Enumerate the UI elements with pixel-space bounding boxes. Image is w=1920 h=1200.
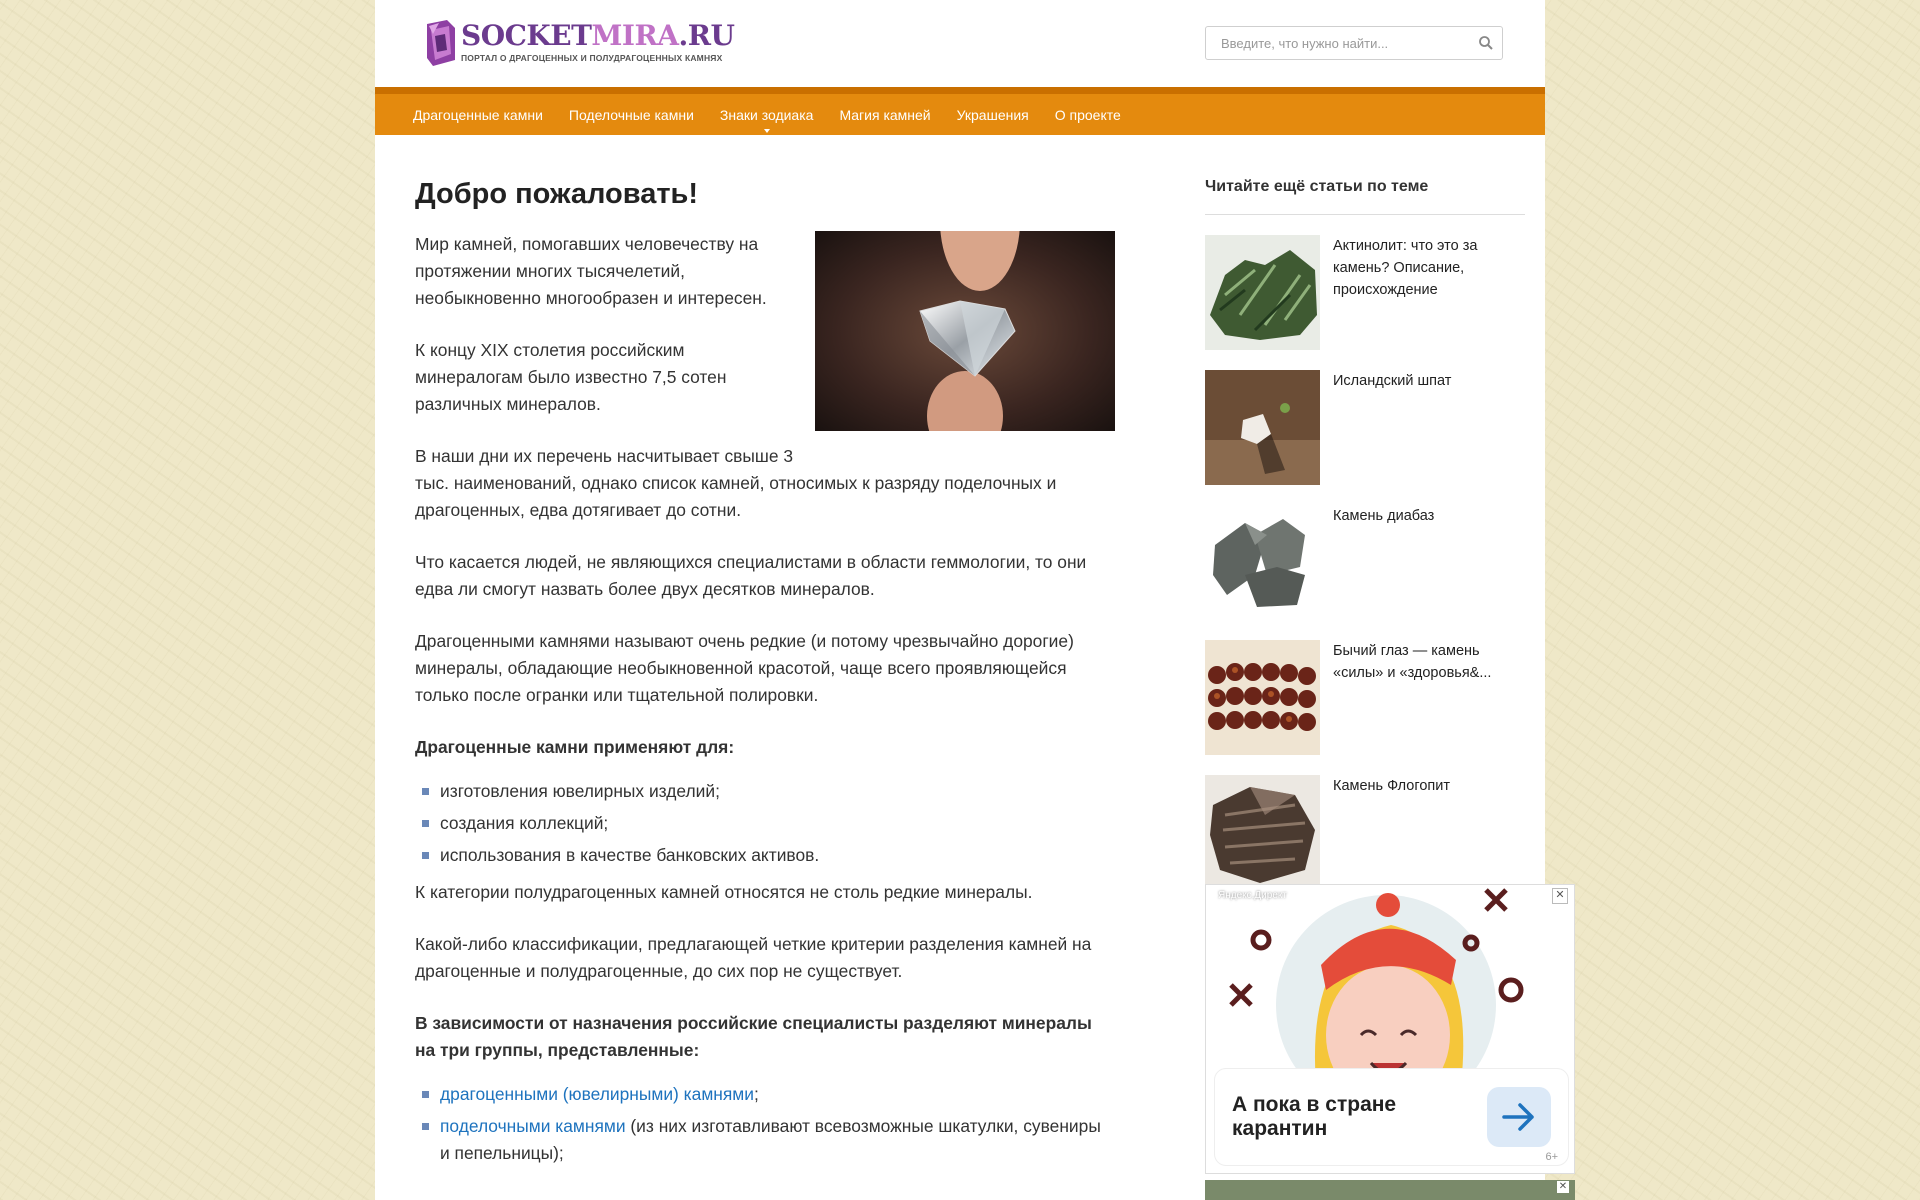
second-ad-banner[interactable] bbox=[1205, 1180, 1575, 1200]
ad-text: А пока в стране карантин bbox=[1232, 1093, 1397, 1140]
site-header bbox=[375, 0, 1545, 87]
precious-stones-link[interactable]: драгоценными (ювелирными) камнями bbox=[440, 1084, 754, 1104]
sidebar-heading: Читайте ещё статьи по теме bbox=[1205, 178, 1525, 215]
logo-subtitle: ПОРТАЛ О ДРАГОЦЕННЫХ И ПОЛУДРАГОЦЕННЫХ КАМНЯХ bbox=[461, 53, 723, 63]
nav-item-precious-stones[interactable]: Драгоценные камни bbox=[413, 106, 543, 123]
paragraph: В наши дни их перечень насчитывает свыше 3 тыс. наименований, однако список камней, относимых к разряду поделочных и драгоценных, едва дотягивает до сотни. bbox=[415, 446, 1057, 520]
list-item: использования в качестве банковских активов. bbox=[415, 842, 1115, 869]
page-title: Добро пожаловать! bbox=[415, 178, 699, 210]
ad-age-rating: 6+ bbox=[1545, 1151, 1558, 1163]
related-article[interactable] bbox=[1205, 505, 1525, 620]
paragraph: Какой-либо классификации, предлагающей четкие критерии разделения камней на драгоценные и полудрагоценные, до сих пор не существует. bbox=[415, 934, 1092, 981]
paragraph: Драгоценными камнями называют очень редкие (и потому чрезвычайно дорогие) минералы, обладающие необыкновенной красотой, чаще всего проявляющейся только после огранки или тщательной полировки. bbox=[415, 631, 1074, 705]
logo-title-part1: SOCKET bbox=[461, 19, 592, 52]
nav-item-stone-magic[interactable]: Магия камней bbox=[839, 106, 931, 123]
related-article-title[interactable]: Камень Флогопит bbox=[1333, 778, 1450, 794]
list-item-tail: (из них изготавливают всевозможные шкатулки, сувениры и пепельницы); bbox=[440, 1116, 1101, 1163]
related-article-title[interactable]: Актинолит: что это за камень? Описание, происхождение bbox=[1333, 238, 1478, 298]
related-article-title[interactable]: Камень диабаз bbox=[1333, 508, 1435, 524]
uses-heading-text: Драгоценные камни применяют для: bbox=[415, 737, 735, 757]
nav-item-zodiac[interactable]: Знаки зодиака bbox=[719, 106, 814, 123]
paragraph: Мир камней, помогавших человечеству на протяжении многих тысячелетий, необыкновенно многообразен и интересен. bbox=[415, 234, 767, 308]
arrow-right-icon bbox=[1502, 1103, 1536, 1131]
site-logo[interactable] bbox=[425, 20, 734, 68]
logo-title bbox=[461, 20, 734, 52]
ad-label: Яндекс.Директ bbox=[1218, 890, 1287, 901]
nav-item-jewelry[interactable]: Украшения bbox=[956, 106, 1029, 123]
list-item bbox=[415, 1113, 1115, 1167]
logo-title-part2: MIRA bbox=[591, 19, 679, 52]
ad-close-icon[interactable]: ✕ bbox=[1558, 1181, 1568, 1192]
ad-arrow-button[interactable] bbox=[1487, 1087, 1551, 1147]
article-content bbox=[415, 178, 1115, 1177]
logo-gem-icon bbox=[425, 20, 457, 64]
related-article[interactable] bbox=[1205, 640, 1525, 755]
ornamental-stones-link[interactable]: поделочными камнями bbox=[440, 1116, 626, 1136]
paragraph: К концу XIX столетия российским минералогам было известно 7,5 сотен различных минералов. bbox=[415, 340, 727, 414]
related-article[interactable] bbox=[1205, 235, 1525, 350]
uses-heading bbox=[415, 734, 1115, 761]
search-input[interactable] bbox=[1206, 27, 1471, 59]
nav-item-ornamental-stones[interactable]: Поделочные камни bbox=[568, 106, 694, 123]
actinolite-thumbnail[interactable] bbox=[1205, 235, 1320, 350]
search-icon[interactable] bbox=[1478, 35, 1494, 51]
sidebar bbox=[1205, 178, 1525, 890]
list-item-tail: ; bbox=[753, 1084, 759, 1104]
ad-card[interactable] bbox=[1214, 1068, 1569, 1166]
related-article[interactable] bbox=[1205, 370, 1525, 485]
uses-list bbox=[415, 778, 1115, 869]
phlogopite-thumbnail[interactable] bbox=[1205, 775, 1320, 890]
iceland-spar-thumbnail[interactable] bbox=[1205, 370, 1320, 485]
related-article-title[interactable]: Бычий глаз — камень «силы» и «здоровья&... bbox=[1333, 643, 1492, 681]
logo-title-part3: .RU bbox=[678, 19, 735, 52]
list-item bbox=[415, 1081, 1115, 1108]
groups-heading-text: В зависимости от назначения российские специалисты разделяют минералы на три группы, представленные: bbox=[415, 1013, 1092, 1060]
groups-list bbox=[415, 1081, 1115, 1167]
list-item: создания коллекций; bbox=[415, 810, 1115, 837]
related-article[interactable] bbox=[1205, 775, 1525, 890]
groups-heading bbox=[415, 1010, 1115, 1064]
ad-close-icon[interactable]: ✕ bbox=[1552, 888, 1568, 904]
main-nav bbox=[375, 87, 1545, 135]
related-article-title[interactable]: Исландский шпат bbox=[1333, 373, 1452, 389]
ad-banner[interactable] bbox=[1205, 884, 1575, 1174]
tigers-eye-bracelet-thumbnail[interactable] bbox=[1205, 640, 1320, 755]
list-item: изготовления ювелирных изделий; bbox=[415, 778, 1115, 805]
diamond-image bbox=[815, 231, 1115, 431]
paragraph: Что касается людей, не являющихся специалистами в области геммологии, то они едва ли смогут назвать более двух десятков минералов. bbox=[415, 552, 1087, 599]
paragraph: К категории полудрагоценных камней относятся не столь редкие минералы. bbox=[415, 882, 1033, 902]
page bbox=[375, 0, 1568, 1200]
diabase-thumbnail[interactable] bbox=[1205, 505, 1320, 620]
search-box bbox=[1205, 26, 1503, 60]
nav-item-about[interactable]: О проекте bbox=[1054, 106, 1121, 123]
